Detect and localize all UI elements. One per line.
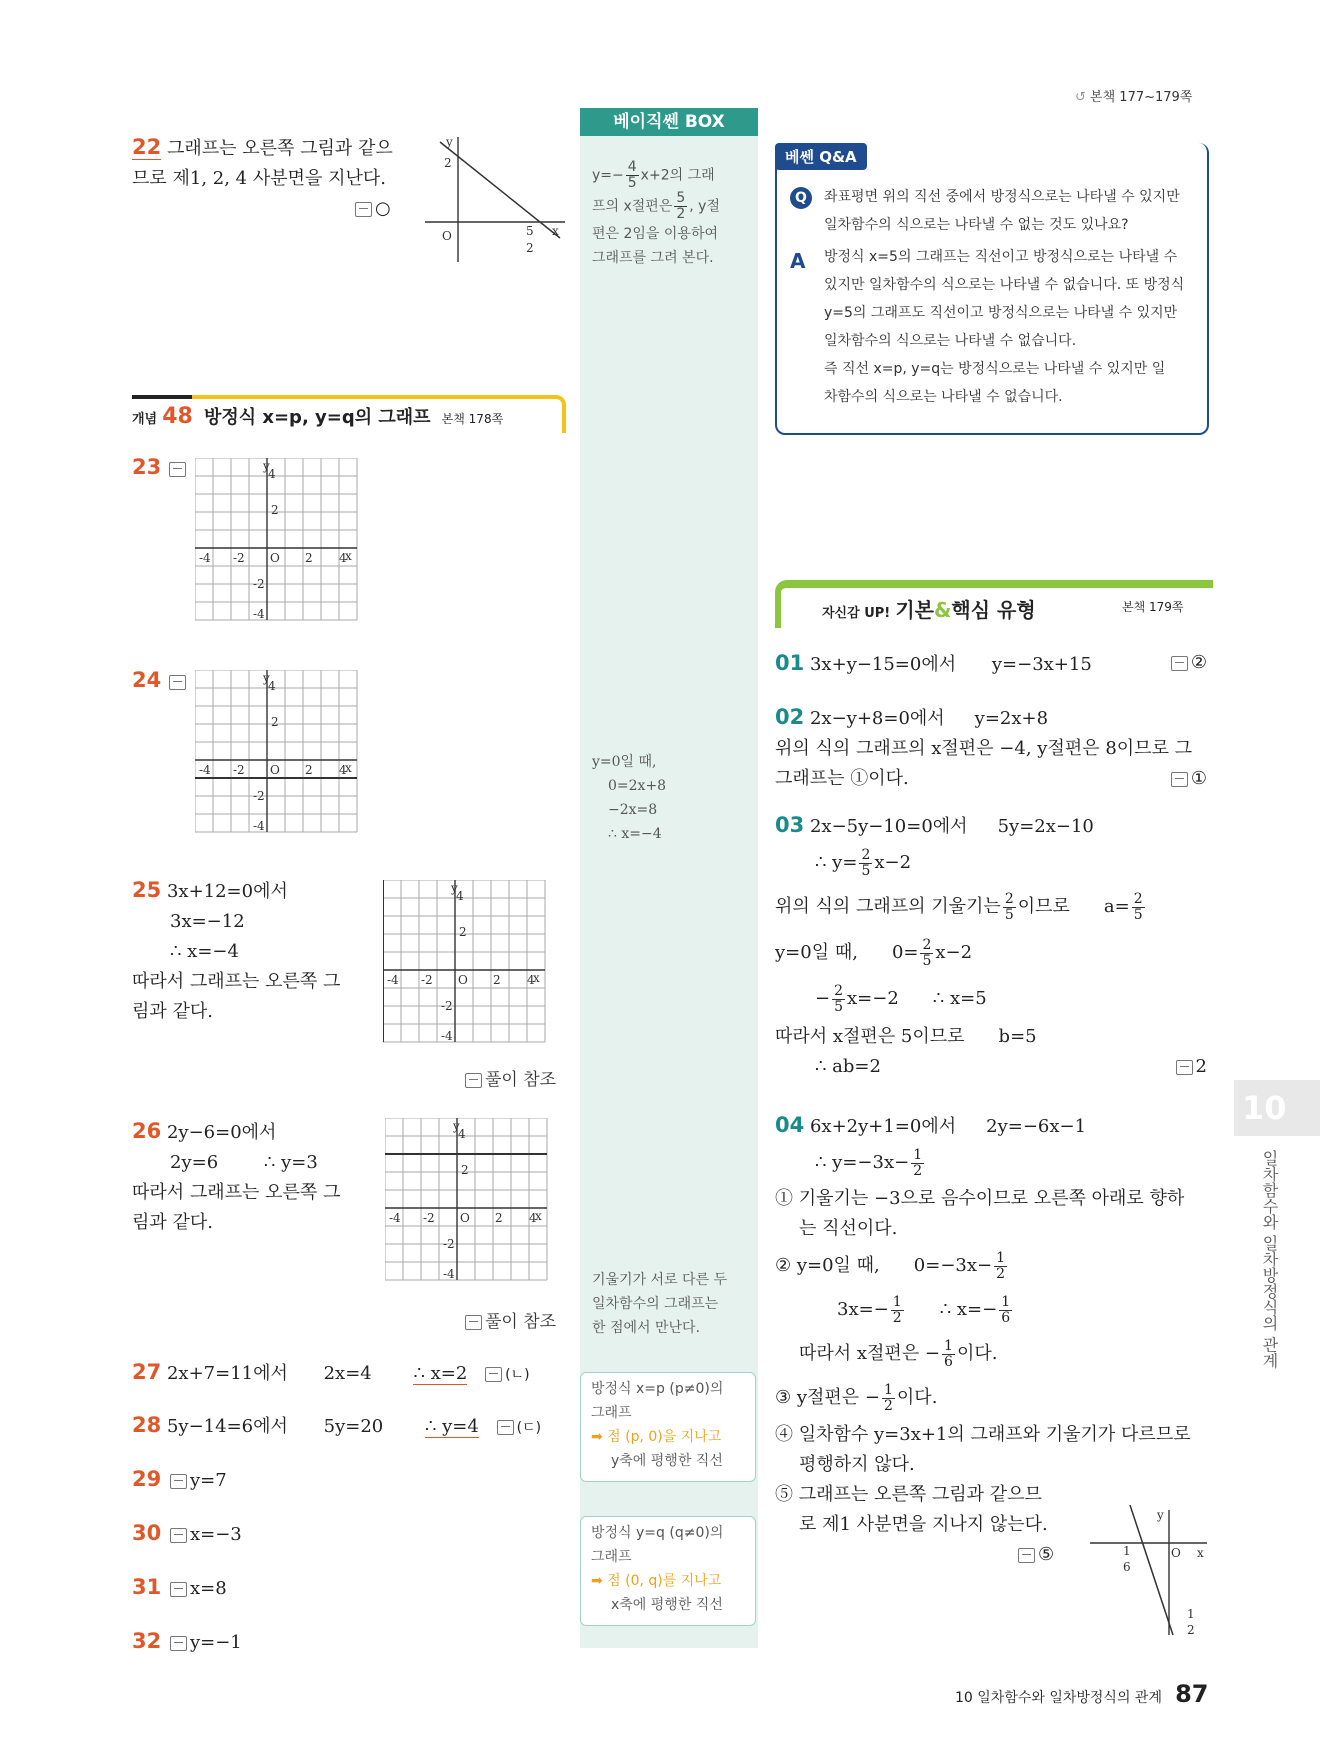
svg-text:2: 2 <box>271 715 279 729</box>
graph-25 <box>383 880 563 1060</box>
header-ref: ↺ 본책 177~179쪽 <box>1075 90 1193 105</box>
answer-icon <box>169 675 186 690</box>
page-number: 87 <box>1175 1680 1209 1708</box>
answer-25: 풀이 참조 <box>462 1065 556 1090</box>
svg-text:2: 2 <box>305 763 313 777</box>
answer-26: 풀이 참조 <box>462 1307 556 1332</box>
footer: 10 일차함수와 일차방정식의 관계 87 <box>955 1680 1209 1708</box>
svg-text:2: 2 <box>444 156 452 170</box>
answer-icon <box>170 1582 187 1597</box>
a-icon: A <box>790 249 806 273</box>
box-note-4: 방정식 x=p (p≠0)의 그래프 ➡ 점 (p, 0)을 지나고 y축에 평행한 직선 <box>580 1372 756 1482</box>
svg-text:-4: -4 <box>199 763 211 777</box>
svg-text:x: x <box>345 761 352 775</box>
problem-26: 26 2y−6=0에서 2y=6 ∴ y=3 따라서 그래프는 오른쪽 그 림과 같다. <box>132 1119 341 1233</box>
svg-text:-2: -2 <box>233 551 245 565</box>
answer-icon <box>169 462 186 477</box>
answer-icon <box>170 1474 187 1489</box>
svg-text:1: 1 <box>1123 1544 1131 1558</box>
graph-24 <box>195 670 375 850</box>
svg-text:x: x <box>552 224 559 238</box>
basic-box-title: 베이직쎈 BOX <box>580 108 758 136</box>
concept-bar-accent <box>132 395 192 399</box>
svg-text:-4: -4 <box>389 1211 401 1225</box>
answer-icon <box>485 1367 502 1382</box>
answer-icon <box>1176 1060 1193 1075</box>
problem-27: 27 2x+7=11에서 2x=4 ∴ x=2 (ㄴ) <box>132 1360 530 1384</box>
answer-icon <box>465 1315 482 1330</box>
section-header: 자신감 UP! 기본&핵심 유형 <box>822 598 1036 622</box>
svg-text:6: 6 <box>1123 1560 1131 1574</box>
qa-content: Q 좌표평면 위의 직선 중에서 방정식으로는 나타낼 수 있지만 일차함수의 식으로는 나타낼 수 없는 것도 있나요? A 방정식 x=5의 그래프는 직선이고 방정식으로는 나타낼 수 있지만 일차함수의 식으로는 나타낼 수 없습니다. 또 방정식 y=5의 그래프도 직선이고 방정식으로는 나타낼 수 있지만 일차함수의 식으로는 나타낼 수 없습니다. 즉 직선 x=p, y=q는 방정식으로는 나타낼 수 있지만 일 차함수의 식으로는 나타낼 수 없습니다. <box>790 189 1185 405</box>
box-note-2: y=0일 때, 0=2x+8 −2x=8 ∴ x=−4 <box>592 754 667 842</box>
svg-text:4: 4 <box>456 889 464 903</box>
svg-text:-2: -2 <box>421 973 433 987</box>
svg-text:-4: -4 <box>441 1029 453 1043</box>
svg-text:4: 4 <box>458 1127 466 1141</box>
box-note-1: y=− $\frac{4}{5}$ x+2의 그래 프의 x절편은 $\frac{5}{2}$ , y절 편은 2임을 이용하여 그래프를 그려 본다. <box>592 159 720 266</box>
svg-text:4: 4 <box>527 973 535 987</box>
answer-icon <box>1018 1548 1035 1563</box>
answer-icon <box>170 1636 187 1651</box>
svg-text:y: y <box>446 135 453 149</box>
svg-text:2: 2 <box>1187 1623 1195 1637</box>
svg-text:x: x <box>535 1209 542 1223</box>
svg-text:y: y <box>453 1119 460 1133</box>
box-note-3: 기울기가 서로 다른 두 일차함수의 그래프는 한 점에서 만난다. <box>592 1272 728 1336</box>
refresh-icon: ↺ <box>1075 90 1086 105</box>
side-tab-number: 10 <box>1234 1080 1320 1136</box>
svg-text:2: 2 <box>495 1211 503 1225</box>
svg-text:-2: -2 <box>253 789 265 803</box>
svg-text:-2: -2 <box>423 1211 435 1225</box>
q01: 01 3x+y−15=0에서 y=−3x+15 ② <box>775 651 1207 675</box>
svg-text:2: 2 <box>461 1163 469 1177</box>
svg-text:-2: -2 <box>233 763 245 777</box>
svg-text:O: O <box>442 229 452 243</box>
svg-text:O: O <box>1171 1546 1181 1560</box>
svg-text:4: 4 <box>339 551 347 565</box>
svg-text:O: O <box>458 973 468 987</box>
svg-text:2: 2 <box>493 973 501 987</box>
svg-text:-4: -4 <box>253 819 265 833</box>
svg-text:4: 4 <box>268 679 276 693</box>
problem-23: 23 <box>132 455 189 479</box>
q03: 03 2x−5y−10=0에서 5y=2x−10 ∴ y= $\frac{2}{5}$ x−2 위의 식의 그래프의 기울기는 $\frac{2}{5}$ 이므로 a= $\frac{2}{5}$ y=0일 때, 0= $\frac{2}{5}$ x−2 − $\frac{2}{5}$ x=−2 ∴ x=5 따라서 x절편은 5이므로 b=5 ∴ ab=2 2 <box>775 813 1207 1077</box>
svg-text:-4: -4 <box>443 1267 455 1281</box>
svg-text:-4: -4 <box>253 607 265 621</box>
svg-text:y: y <box>263 671 270 685</box>
section-ref: 본책 179쪽 <box>1122 600 1184 614</box>
svg-text:2: 2 <box>459 925 467 939</box>
svg-text:5: 5 <box>526 224 534 238</box>
svg-text:x: x <box>1197 1546 1204 1560</box>
problem-22: 22 그래프는 오른쪽 그림과 같으 므로 제1, 2, 4 사분면을 지난다. ○ <box>132 135 393 219</box>
problem-30: 30 x=−3 <box>132 1521 242 1545</box>
box-note-5: 방정식 y=q (q≠0)의 그래프 ➡ 점 (0, q)를 지나고 x축에 평행한 직선 <box>580 1516 756 1626</box>
answer-icon <box>1171 656 1188 671</box>
problem-24: 24 <box>132 668 189 692</box>
side-tab-title: 일차함수와 일차방정식의 관계 <box>1260 1150 1279 1369</box>
qa-badge: 베쎈 Q&A <box>775 143 867 170</box>
answer-icon <box>1171 772 1188 787</box>
graph-26 <box>385 1118 565 1298</box>
q02: 02 2x−y+8=0에서 y=2x+8 위의 식의 그래프의 x절편은 −4, y절편은 8이므로 그 그래프는 ①이다. ① <box>775 705 1207 789</box>
svg-text:-2: -2 <box>253 577 265 591</box>
svg-text:-4: -4 <box>387 973 399 987</box>
answer-icon <box>355 202 372 217</box>
svg-text:2: 2 <box>305 551 313 565</box>
svg-text:y: y <box>263 459 270 473</box>
svg-text:O: O <box>460 1211 470 1225</box>
answer-icon <box>170 1528 187 1543</box>
svg-text:2: 2 <box>526 241 534 255</box>
concept-48-header: 개념 48 방정식 x=p, y=q의 그래프 본책 178쪽 <box>132 404 504 429</box>
q-icon: Q <box>790 187 812 209</box>
svg-text:-2: -2 <box>443 1237 455 1251</box>
svg-text:4: 4 <box>339 763 347 777</box>
svg-text:2: 2 <box>271 503 279 517</box>
svg-text:x: x <box>533 971 540 985</box>
svg-text:O: O <box>270 551 280 565</box>
svg-text:x: x <box>345 549 352 563</box>
problem-31: 31 x=8 <box>132 1575 227 1599</box>
graph-q04 <box>1085 1505 1210 1640</box>
svg-text:4: 4 <box>268 467 276 481</box>
problem-32: 32 y=−1 <box>132 1629 242 1653</box>
svg-text:4: 4 <box>529 1211 537 1225</box>
graph-23 <box>195 458 375 638</box>
answer-icon <box>497 1420 514 1435</box>
svg-text:y: y <box>1157 1508 1164 1522</box>
svg-text:1: 1 <box>1187 1607 1195 1621</box>
problem-28: 28 5y−14=6에서 5y=20 ∴ y=4 (ㄷ) <box>132 1413 542 1437</box>
svg-text:y: y <box>451 881 458 895</box>
svg-text:-2: -2 <box>441 999 453 1013</box>
svg-text:-4: -4 <box>199 551 211 565</box>
problem-29: 29 y=7 <box>132 1467 227 1491</box>
graph-22 <box>420 132 570 262</box>
problem-25: 25 3x+12=0에서 3x=−12 ∴ x=−4 따라서 그래프는 오른쪽 그 림과 같다. <box>132 878 341 1022</box>
svg-text:O: O <box>270 763 280 777</box>
q04: 04 6x+2y+1=0에서 2y=−6x−1 ∴ y=−3x− $\frac{1}{2}$ ① 기울기는 −3으로 음수이므로 오른쪽 아래로 향하 는 직선이다. ② y=0일 때, 0=−3x− $\frac{1}{2}$ 3x=− $\frac{1}{2}$ ∴ x=− $\frac{1}{6}$ 따라서 x절편은 − $\frac{1}{6}$ 이다. ③ y절편은 − $\frac{1}{2}$ 이다. ④ 일차함수 y=3x+1의 그래프와 기울기가 다르므로 평행하지 않다. ⑤ 그래프는 오른쪽 그림과 같으므 로 제1 사분면을 지나지 않는다. ⑤ <box>775 1113 1191 1565</box>
answer-icon <box>465 1073 482 1088</box>
